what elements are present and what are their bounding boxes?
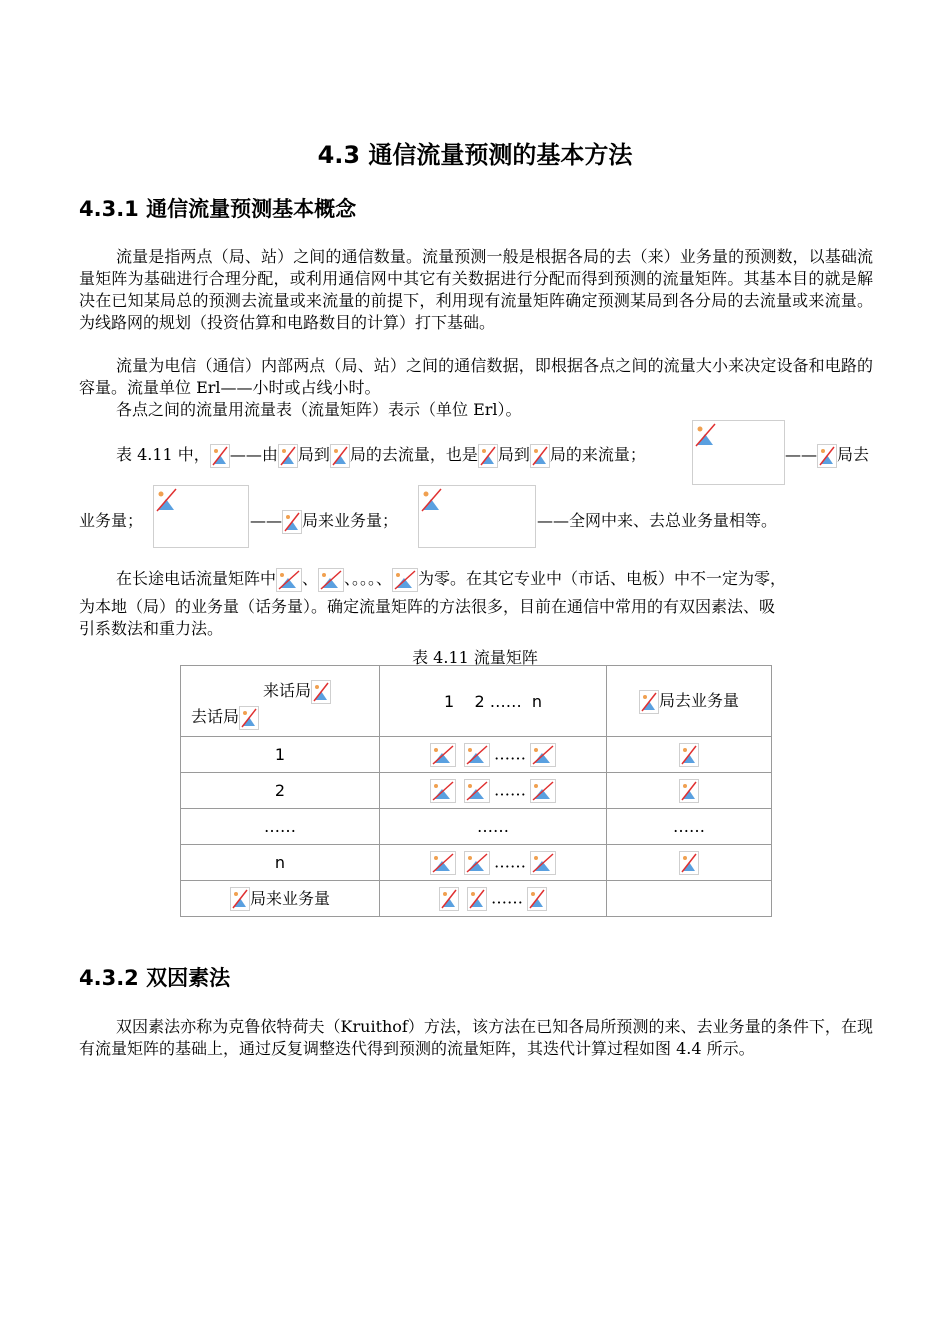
footer-label: 局来业务量 [181,881,380,917]
text-fragment: —— [250,511,282,530]
text-fragment: 、 [302,569,319,588]
table-header-row [181,666,772,737]
row-values: …… [380,809,607,845]
text-line: 为本地（局）的业务量（话务量）。确定流量矩阵的方法很多，目前在通信中常用的有双因素法、吸 [79,597,776,616]
text-fragment: 、。。。、 [344,569,393,588]
broken-image-icon [679,851,699,875]
table-row [181,809,772,845]
footer-values: …… [380,881,607,917]
text-fragment: 局到 [297,445,330,464]
broken-image-icon [464,851,490,875]
header-from-label: 去话局 [191,704,259,730]
broken-image-icon [418,485,536,548]
page-title: 4.3 通信流量预测的基本方法 [317,141,633,169]
text-fragment: 业务量； [79,511,144,530]
broken-image-icon [530,779,556,803]
table-caption: 表 4.11 流量矩阵 [412,648,538,667]
header-to-label: 来话局 [263,678,331,704]
row-values: …… [380,737,607,773]
formula-line-2-tail [537,508,777,531]
broken-image-icon [430,743,456,767]
broken-image-icon [817,444,837,468]
text-fragment: 局到 [497,445,530,464]
text-fragment: —— [785,445,817,464]
broken-image-icon [530,444,550,468]
text-fragment: 为零。在其它专业中（市话、电板）中不一定为零， [418,569,787,588]
flow-matrix-table [180,665,772,917]
text-fragment: 表 4.11 中， [116,445,210,464]
row-values: …… [380,845,607,881]
row-label: …… [181,809,380,845]
broken-image-icon [330,444,350,468]
broken-image-icon [464,779,490,803]
broken-image-icon [467,887,487,911]
paragraph-matrix: 各点之间的流量用流量表（流量矩阵）表示（单位 Erl）。 [116,400,522,419]
formula-line-3 [116,566,786,592]
broken-image-icon [679,743,699,767]
broken-image-icon [530,851,556,875]
broken-image-icon [639,690,659,714]
broken-image-icon [318,568,344,592]
section-heading-4-3-1: 4.3.1 通信流量预测基本概念 [79,197,357,221]
paragraph-unit: 流量为电信（通信）内部两点（局、站）之间的通信数据，即根据各点之间的流量大小来决定设备和电路的容量。流量单位 Erl——小时或占线小时。 [79,356,873,397]
row-total [607,773,772,809]
header-columns: 1 2 …… n [380,666,607,737]
table-row [181,773,772,809]
row-total: …… [607,809,772,845]
broken-image-icon [527,887,547,911]
text-fragment: 局去 [837,445,870,464]
broken-image-icon [679,779,699,803]
broken-image-icon [311,680,331,704]
broken-image-icon [153,485,249,548]
broken-image-icon [276,568,302,592]
broken-image-icon [392,568,418,592]
formula-line-1-tail [785,442,869,468]
diagonal-header-cell [181,666,380,737]
broken-image-icon [282,510,302,534]
broken-image-icon [430,779,456,803]
broken-image-icon [278,444,298,468]
broken-image-icon [430,851,456,875]
paragraph-intro: 流量是指两点（局、站）之间的通信数量。流量预测一般是根据各局的去（来）业务量的预测数，以基础流量矩阵为基础进行合理分配，或利用通信网中其它有关数据进行分配而得到预测的流量矩阵。其基本目的就是解决在已知某局总的预测去流量或来流量的前提下，利用现有流量矩阵确定预测某局到各分局的去流量或来流量。为线路网的规划（投资估算和电路数目的计算）打下基础。 [79,247,873,332]
text-fragment: 在长途电话流量矩阵中 [116,569,277,588]
broken-image-icon [692,420,785,485]
broken-image-icon [210,444,230,468]
row-total [607,845,772,881]
row-label: 2 [181,773,380,809]
paragraph-kruithof: 双因素法亦称为克鲁依特荷夫（Kruithof）方法，该方法在已知各局所预测的来、去业务量的条件下，在现有流量矩阵的基础上，通过反复调整迭代得到预测的流量矩阵，其迭代计算过程如图 4.4 所示。 [79,1017,873,1058]
table-footer-row [181,881,772,917]
broken-image-icon [464,743,490,767]
broken-image-icon [530,743,556,767]
row-label: 1 [181,737,380,773]
text-fragment: 局的去流量，也是 [349,445,478,464]
text-fragment: ——全网中来、去总业务量相等。 [537,511,778,530]
text-line: 引系数法和重力法。 [79,619,224,638]
row-values: …… [380,773,607,809]
row-total [607,737,772,773]
text-fragment: ——由 [229,445,278,464]
table-row [181,737,772,773]
broken-image-icon [230,887,250,911]
text-fragment: 局来业务量； [302,511,399,530]
footer-empty [607,881,772,917]
header-out-traffic: 局去业务量 [607,666,772,737]
table-row [181,845,772,881]
broken-image-icon [478,444,498,468]
section-heading-4-3-2: 4.3.2 双因素法 [79,966,231,990]
formula-line-2-mid [250,508,398,534]
row-label: n [181,845,380,881]
text-fragment: 局的来流量； [549,445,646,464]
formula-line-1 [116,442,646,468]
broken-image-icon [239,706,259,730]
broken-image-icon [439,887,459,911]
formula-line-2 [79,508,143,531]
